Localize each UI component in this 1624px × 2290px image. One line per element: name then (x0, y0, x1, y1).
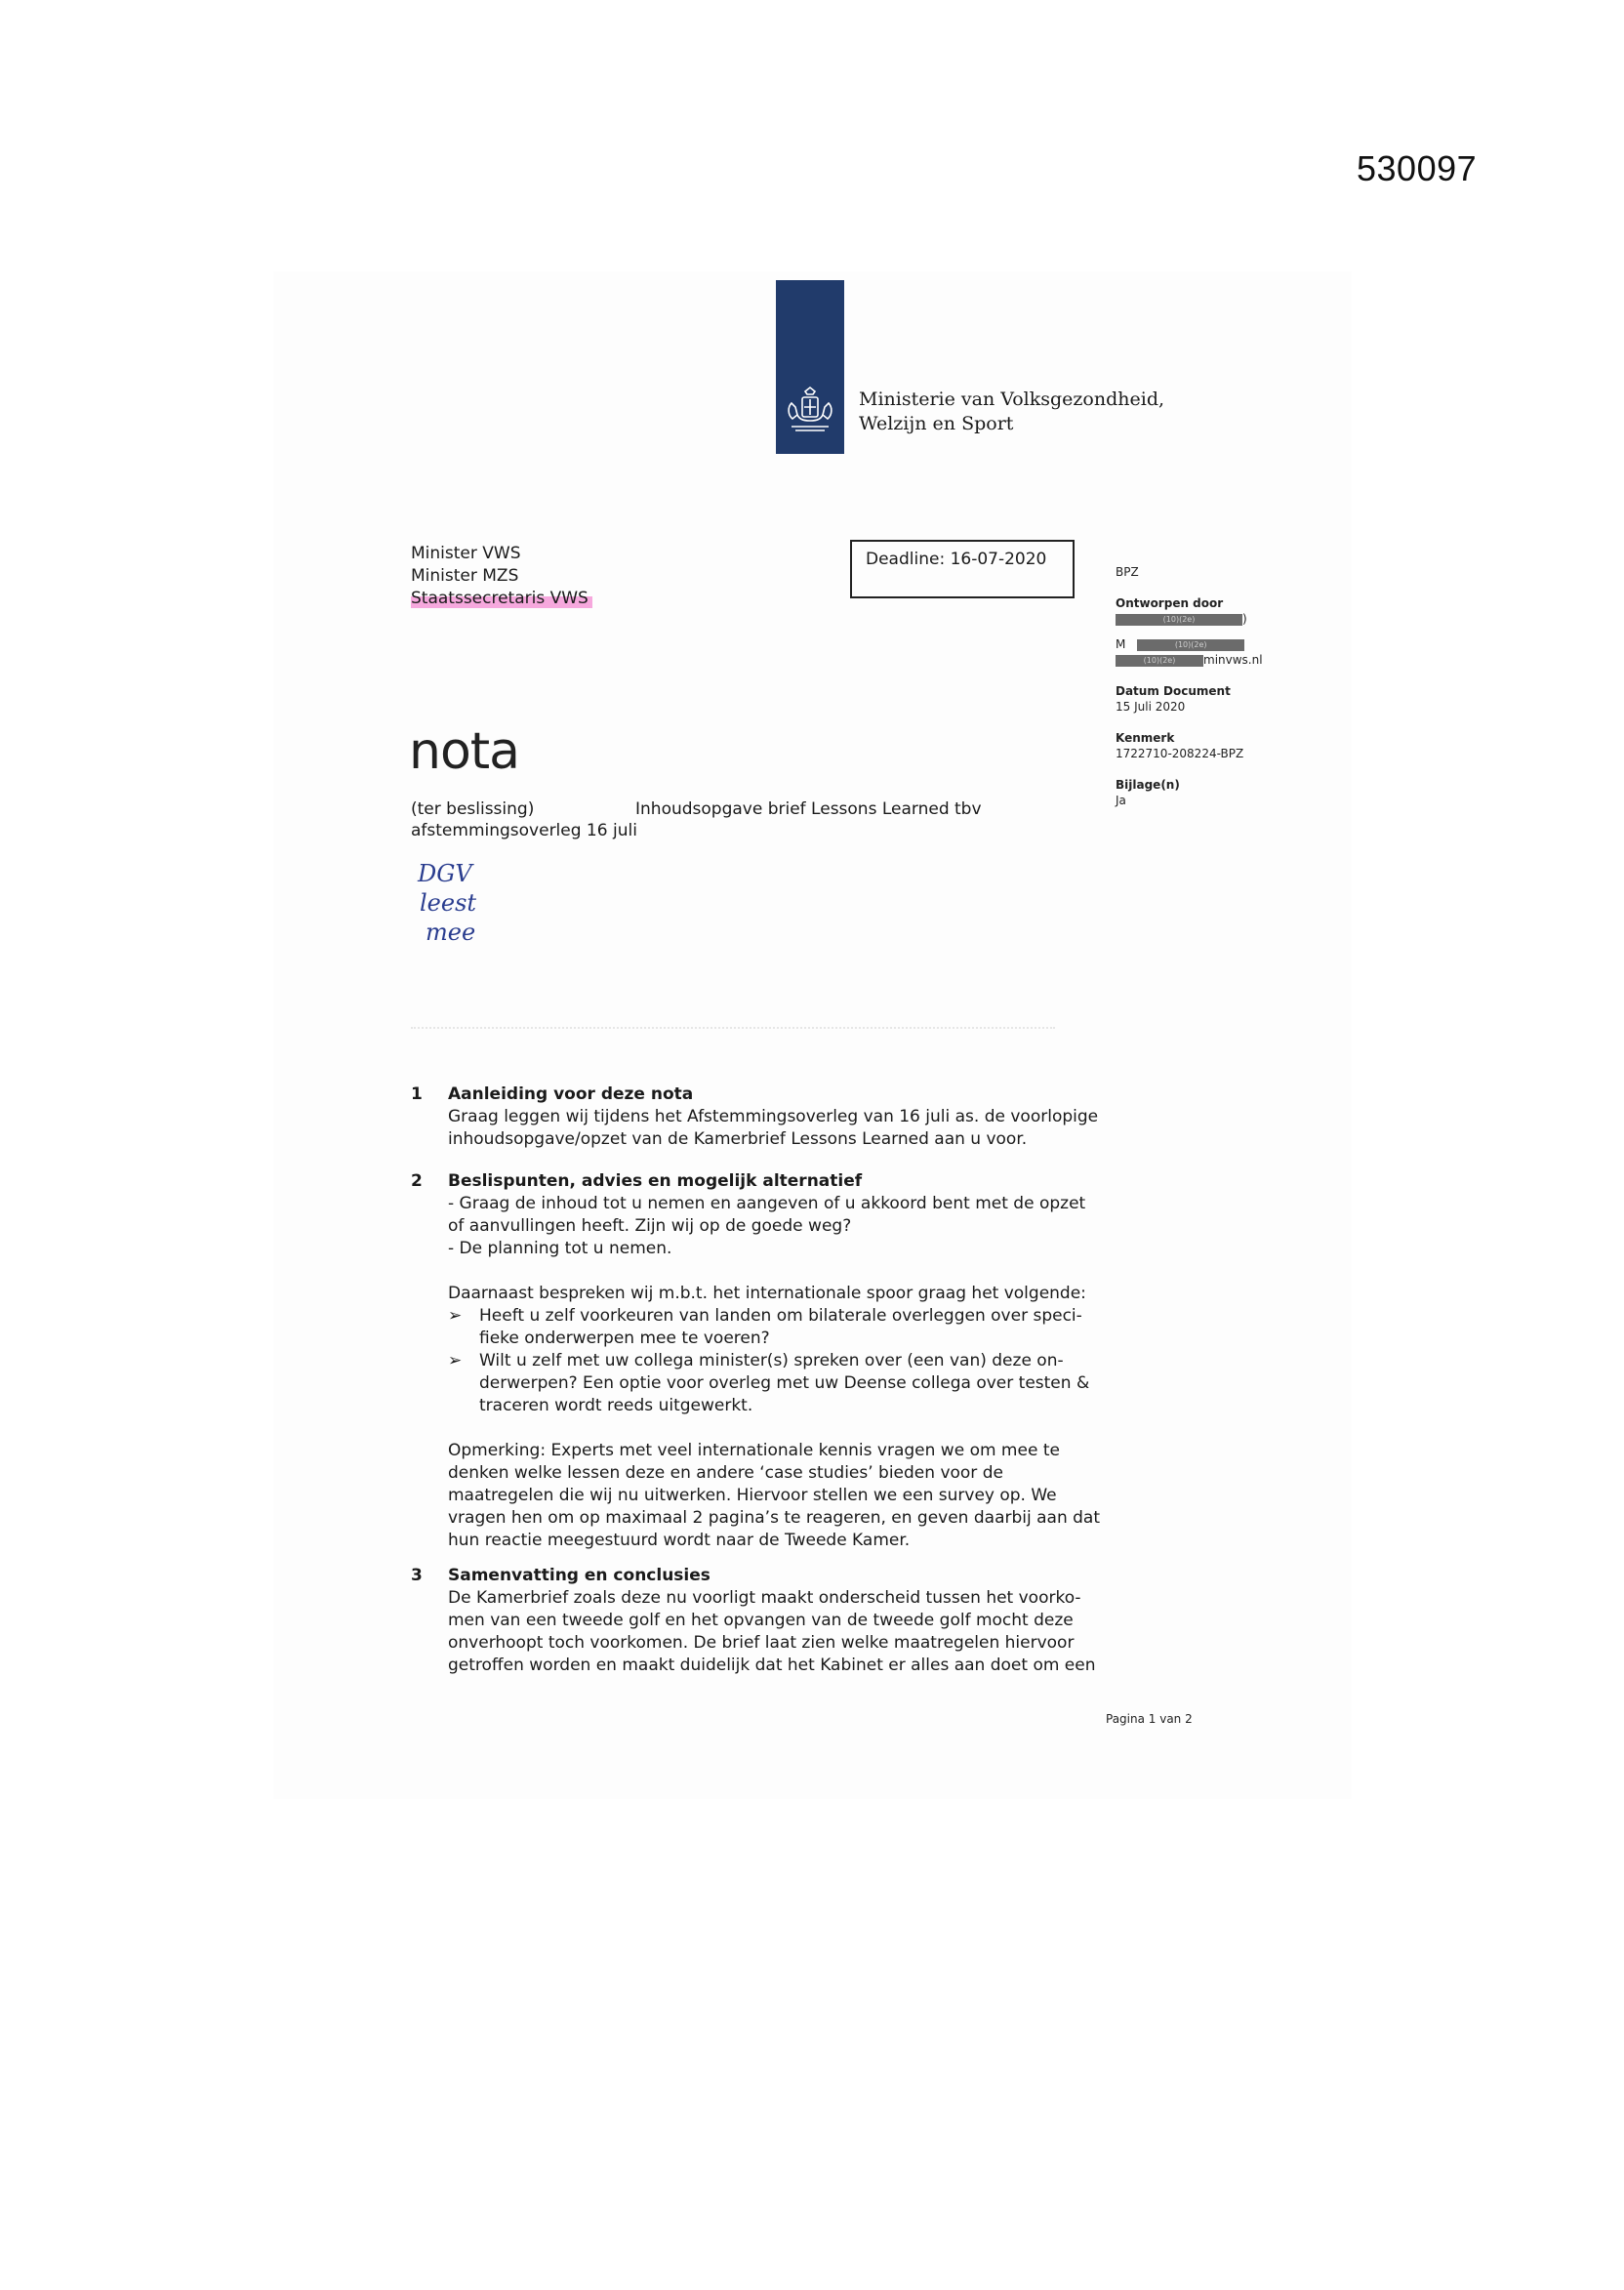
handwriting-line: mee (426, 919, 476, 946)
section-number: 1 (411, 1084, 423, 1104)
sidebar-designed-by (1116, 595, 1311, 668)
section-heading: Beslispunten, advies en mogelijk alternatief (448, 1171, 863, 1191)
bullet-line: derwerpen? Een optie voor overleg met uw Deense collega over testen & (479, 1373, 1090, 1393)
redaction-bar: (10)(2e) (1116, 655, 1203, 667)
section-beslispunten (411, 1170, 1114, 1552)
date-label: Datum Document (1116, 684, 1231, 698)
handwriting-line: leest (420, 889, 477, 917)
paragraph-line: vragen hen om op maximaal 2 pagina’s te reageren, en geven daarbij aan dat (448, 1508, 1101, 1528)
addressee: Minister MZS (411, 566, 519, 586)
section-samenvatting (411, 1565, 1114, 1677)
designed-by-label: Ontworpen door (1116, 596, 1224, 610)
subject-text-1: Inhoudsopgave brief Lessons Learned tbv (635, 799, 982, 819)
sidebar-attachments (1116, 777, 1311, 808)
subject-line (411, 798, 1035, 841)
attachments-value: Ja (1116, 794, 1126, 807)
bullet-line: Heeft u zelf voorkeuren van landen om bilaterale overleggen over speci- (479, 1306, 1082, 1326)
paragraph-line: getroffen worden en maakt duidelijk dat het Kabinet er alles aan doet om een (448, 1656, 1096, 1675)
addressee: Minister VWS (411, 544, 521, 563)
ministry-logo (776, 280, 844, 454)
paragraph-line: Daarnaast bespreken wij m.b.t. het internationale spoor graag het volgende: (448, 1284, 1086, 1303)
arrow-bullet-icon: ➢ (448, 1306, 463, 1326)
section-aanleiding (411, 1084, 1114, 1151)
handwriting-line: DGV (418, 860, 472, 887)
paragraph-line: hun reactie meegestuurd wordt naar de Tweede Kamer. (448, 1531, 911, 1550)
paragraph-line: onverhoopt toch voorkomen. De brief laat zien welke maatregelen hiervoor (448, 1633, 1075, 1653)
bullet-item (448, 1350, 1114, 1417)
attachments-label: Bijlage(n) (1116, 778, 1180, 792)
bullet-line: traceren wordt reeds uitgewerkt. (479, 1396, 753, 1415)
section-heading: Samenvatting en conclusies (448, 1566, 710, 1585)
coat-of-arms-icon (784, 386, 836, 436)
sidebar-dept: BPZ (1116, 565, 1139, 579)
reference-label: Kenmerk (1116, 731, 1175, 745)
subject-text-2: afstemmingsoverleg 16 juli (411, 821, 637, 840)
document-sidebar (1116, 564, 1311, 824)
paragraph-line: denken welke lessen deze en andere ‘case studies’ bieden voor de (448, 1463, 1003, 1483)
section-heading: Aanleiding voor deze nota (448, 1084, 694, 1104)
paragraph-line: of aanvullingen heeft. Zijn wij op de goede weg? (448, 1216, 852, 1236)
paragraph-line: De Kamerbrief zoals deze nu voorligt maakt onderscheid tussen het voorko- (448, 1588, 1081, 1608)
bullet-line: fieke onderwerpen mee te voeren? (479, 1329, 770, 1348)
arrow-bullet-icon: ➢ (448, 1351, 463, 1370)
ministry-line-2: Welzijn en Sport (859, 413, 1014, 434)
addressee-highlight: Staatssecretaris VWS (411, 589, 592, 608)
addressee-list (411, 543, 592, 610)
designed-by-name: (10)(2e) ) (1116, 611, 1311, 627)
paragraph-line: - Graag de inhoud tot u nemen en aangeven of u akkoord bent met de opzet (448, 1194, 1086, 1213)
deadline-box (850, 540, 1075, 598)
redaction-bar: (10)(2e) (1137, 639, 1244, 651)
section-number: 2 (411, 1171, 423, 1191)
phone-prefix: M (1116, 637, 1126, 651)
page-number: Pagina 1 van 2 (1106, 1712, 1193, 1726)
paragraph-line: men van een tweede golf en het opvangen van de tweede golf mocht deze (448, 1611, 1074, 1630)
section-number: 3 (411, 1566, 423, 1585)
email-suffix: minvws.nl (1203, 653, 1263, 667)
redaction-bar: (10)(2e) (1116, 614, 1242, 626)
paragraph-line: inhoudsopgave/opzet van de Kamerbrief Lessons Learned aan u voor. (448, 1129, 1028, 1149)
designed-by-email (1116, 652, 1311, 668)
bullet-item (448, 1305, 1114, 1350)
document-title: nota (409, 722, 520, 781)
addressee-highlighted (411, 588, 592, 610)
sidebar-date (1116, 683, 1311, 715)
bullet-line: Wilt u zelf met uw collega minister(s) spreken over (een van) deze on- (479, 1351, 1064, 1370)
paragraph-line: Graag leggen wij tijdens het Afstemmingsoverleg van 16 juli as. de voorlopige (448, 1107, 1099, 1126)
designed-by-phone (1116, 636, 1311, 652)
handwritten-note (418, 859, 476, 947)
sidebar-reference (1116, 730, 1311, 761)
subject-kind: (ter beslissing) (411, 799, 535, 819)
ministry-name (859, 388, 1164, 436)
paragraph-line: Opmerking: Experts met veel internationale kennis vragen we om mee te (448, 1441, 1060, 1460)
ministry-line-1: Ministerie van Volksgezondheid, (859, 388, 1165, 410)
deadline-text: Deadline: 16-07-2020 (866, 550, 1047, 569)
date-value: 15 Juli 2020 (1116, 700, 1186, 714)
paragraph-line: - De planning tot u nemen. (448, 1239, 672, 1258)
scan-artifact-rule (411, 1027, 1055, 1030)
reference-value: 1722710-208224-BPZ (1116, 747, 1244, 760)
paragraph-line: maatregelen die wij nu uitwerken. Hiervoor stellen we een survey op. We (448, 1486, 1057, 1505)
document-number: 530097 (1357, 148, 1478, 188)
